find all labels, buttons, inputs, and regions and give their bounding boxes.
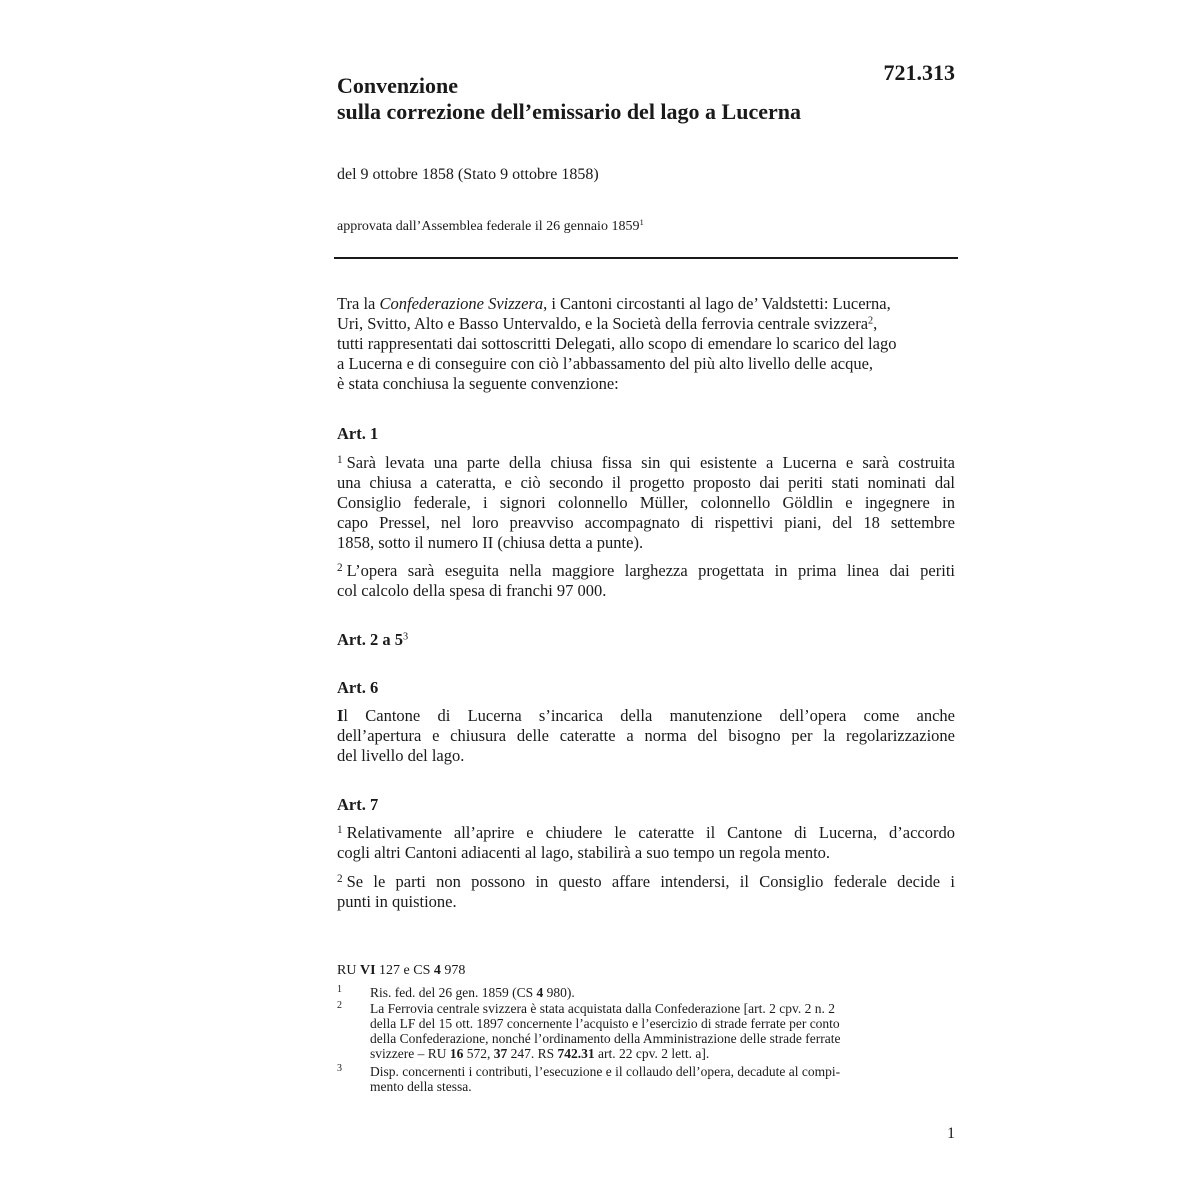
preamble-text: , [873, 314, 878, 333]
preamble [337, 294, 955, 394]
fn-text: Ris. fed. del 26 gen. 1859 (CS [370, 985, 537, 1000]
fn-text: RU [337, 963, 360, 978]
article-7-paragraph-1 [337, 823, 955, 863]
footnote-line: della LF del 15 ott. 1897 concernente l’acquisto e l’esercizio di strade ferrate per conto [370, 1016, 840, 1031]
article-7-heading: Art. 7 [337, 795, 379, 814]
paragraph-line [337, 823, 955, 843]
footnote-ref-1[interactable]: 1 [639, 217, 644, 228]
article-heading-text: Art. 2 a 5 [337, 630, 403, 649]
fn-bold: 16 [449, 1046, 464, 1061]
footnote-line [370, 1046, 940, 1061]
paragraph-text: l Cantone di Lucerna s’incarica della manutenzione dell’opera come anche [343, 706, 955, 725]
fn-text: art. 22 cpv. 2 lett. a]. [594, 1046, 710, 1061]
footnote-number: 2 [337, 1000, 342, 1011]
footnote-text [370, 1064, 940, 1094]
article-1-paragraph-1 [337, 453, 955, 553]
paragraph-text: L’opera sarà eseguita nella maggiore larghezza progettata in prima linea dai periti [346, 561, 955, 580]
paragraph-line: dell’apertura e chiusura delle cateratte a norma del bisogno per la regolarizzazione [337, 726, 955, 745]
article-1-paragraph-2 [337, 561, 955, 601]
paragraph-text: Relativamente all’aprire e chiudere le cateratte il Cantone di Lucerna, d’accordo [346, 823, 955, 842]
footnote-ref-3[interactable]: 3 [402, 631, 409, 643]
preamble-text: Uri, Svitto, Alto e Basso Untervaldo, e la Società della ferrovia centrale svizzera [337, 314, 869, 333]
preamble-text: , i Cantoni circostanti al lago de’ Valdstetti: Lucerna, [543, 294, 891, 313]
paragraph-number: 2 [337, 872, 343, 885]
paragraph-line: col calcolo della spesa di franchi 97 000. [337, 581, 607, 600]
paragraph-line: 1858, sotto il numero II (chiusa detta a punte). [337, 533, 644, 552]
fn-bold: 4 [433, 963, 441, 978]
article-1-heading: Art. 1 [337, 424, 379, 443]
fn-bold: VI [359, 963, 376, 978]
fn-bold: 37 [493, 1046, 508, 1061]
footnote-line: della Confederazione, nonché l’ordinamento della Amministrazione delle strade ferrate [370, 1031, 841, 1046]
paragraph-line: punti in quistione. [337, 892, 457, 911]
fn-text: 978 [440, 963, 466, 978]
footnote-text [370, 985, 940, 1000]
preamble-line: è stata conchiusa la seguente convenzione: [337, 374, 619, 393]
paragraph-line: Consiglio federale, i signori colonnello Müller, colonnello Göldlin e ingegnere in [337, 493, 955, 512]
title-line-1: Convenzione [337, 73, 458, 98]
paragraph-line [337, 453, 955, 473]
preamble-line [337, 294, 955, 314]
paragraph-number: 2 [337, 561, 343, 574]
approval-line [337, 217, 644, 237]
footnote-line [370, 985, 940, 1000]
paragraph-number: 1 [337, 453, 343, 466]
footnote-text [370, 1001, 940, 1061]
bold-initial: I [337, 706, 344, 725]
footnote-line: La Ferrovia centrale svizzera è stata acquistata dalla Confederazione [art. 2 cpv. 2 n. 2 [370, 1001, 836, 1016]
paragraph-line: capo Pressel, nel loro preavviso accompagnato di rispettivi piani, del 18 settembre [337, 513, 955, 532]
fn-bold: 4 [536, 985, 544, 1000]
sr-number: 721.313 [883, 60, 955, 85]
footnote-line: Disp. concernenti i contributi, l’esecuzione e il collaudo dell’opera, decadute al compi- [370, 1064, 841, 1079]
paragraph-line: del livello del lago. [337, 746, 465, 765]
article-2-5-heading [337, 630, 408, 650]
paragraph-line: cogli altri Cantoni adiacenti al lago, stabilirà a suo tempo un regola mento. [337, 843, 831, 862]
date-line: del 9 ottobre 1858 (Stato 9 ottobre 1858) [337, 166, 599, 183]
paragraph-number: 1 [337, 823, 343, 836]
preamble-text: Tra la [337, 294, 380, 313]
fn-text: svizzere – RU [370, 1046, 450, 1061]
paragraph-text: Sarà levata una parte della chiusa fissa sin qui esistente a Lucerna e sarà costruita [346, 453, 955, 472]
article-6-heading: Art. 6 [337, 678, 379, 697]
footnote-number: 1 [337, 984, 342, 995]
preamble-line: tutti rappresentati dai sottoscritti Delegati, allo scopo di emendare lo scarico del lago [337, 334, 897, 353]
paragraph-line: una chiusa a cateratta, e ciò secondo il progetto proposto dai periti stati nominati dal [337, 473, 955, 492]
paragraph-line [337, 872, 955, 892]
paragraph-text: Se le parti non possono in questo affare intendersi, il Consiglio federale decide i [346, 872, 955, 891]
paragraph-line [337, 561, 955, 581]
document-title [337, 73, 897, 125]
article-7-paragraph-2 [337, 872, 955, 912]
article-6-paragraph [337, 706, 955, 766]
footnote-source [337, 962, 465, 980]
footnote-number: 3 [337, 1063, 342, 1074]
fn-text: 247. RS [507, 1046, 558, 1061]
fn-text: 572, [463, 1046, 494, 1061]
fn-text: 980). [543, 985, 575, 1000]
fn-bold: 742.31 [557, 1046, 595, 1061]
paragraph-line [337, 706, 955, 726]
header-divider [334, 257, 958, 259]
fn-text: 127 e CS [375, 963, 434, 978]
page-number: 1 [947, 1125, 955, 1142]
preamble-italic: Confederazione Svizzera [379, 294, 544, 313]
preamble-line [337, 314, 955, 334]
approval-text: approvata dall’Assemblea federale il 26 gennaio 1859 [337, 219, 640, 234]
footnote-line: mento della stessa. [370, 1079, 472, 1094]
preamble-line: a Lucerna e di conseguire con ciò l’abbassamento del più alto livello delle acque, [337, 354, 874, 373]
footnote-ref-2[interactable]: 2 [868, 315, 874, 327]
title-line-2: sulla correzione dell’emissario del lago a Lucerna [337, 99, 801, 124]
